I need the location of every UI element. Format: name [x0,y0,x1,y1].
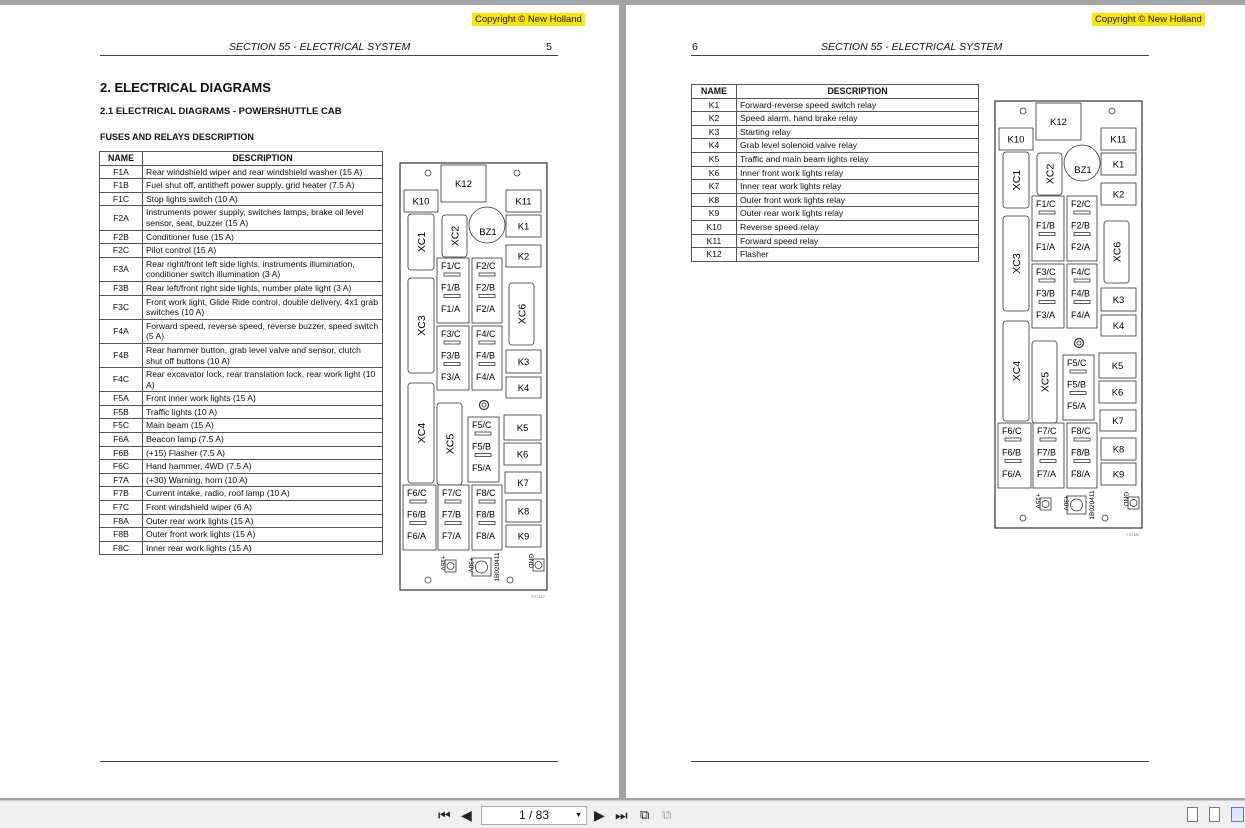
terminal-30v-ring [476,561,488,573]
row-name: F4B [100,343,143,367]
table-row [100,343,383,367]
mounting-hole [514,170,520,176]
relay-label: K6 [1111,387,1124,399]
connector-label: XC3 [1011,253,1023,274]
relay-label: K12 [1050,117,1067,128]
row-name: F1A [100,165,143,179]
terminal-label: +30V [1062,495,1069,511]
fuse-label: F8/A [1071,469,1091,479]
relay-label: K2 [517,251,530,263]
row-description: Rear left/front right side lights, number plate light (3 A) [143,281,383,295]
copyright-label: Copyright © New Holland [1092,13,1205,26]
table-row [100,281,383,295]
fuse-label: F8/C [476,488,496,498]
fuse-slot [1005,460,1021,463]
row-name: K7 [692,180,737,194]
fuse-label: F2/B [476,282,496,293]
table-row [692,207,979,221]
connector-label: XC5 [444,433,457,455]
fuse-label: F3/A [1036,310,1056,320]
row-description: Front work light, Glide Ride control, double delivery, 4x1 grab switches (10 A) [143,295,383,319]
relay-label: K5 [516,423,529,434]
fuse-slot [444,341,460,344]
row-name: K8 [692,193,737,207]
facing-pages-icon[interactable] [1231,807,1244,822]
prev-page-icon[interactable]: ◀ [461,807,472,823]
relay-label: K11 [515,196,532,208]
left-page [0,5,619,798]
board-code: 1B020411 [1089,490,1096,520]
relay-label: K4 [517,383,530,394]
table-row [100,446,383,460]
row-description: Outer rear work lights (15 A) [143,514,383,528]
row-name: K5 [692,152,737,166]
terminal-gnd-ring [535,562,542,569]
table-row [100,179,383,193]
table-row [100,433,383,447]
board-code: 1B020411 [494,552,501,582]
table-row [692,152,979,166]
connector-label: XC3 [416,315,428,336]
row-name: F8B [100,528,143,542]
row-name: F7C [100,501,143,515]
row-name: F2B [100,230,143,244]
table-row [100,192,383,206]
relay-label: K9 [517,531,530,543]
section-header: SECTION 55 - ELECTRICAL SYSTEM [229,41,411,53]
page-display: 1 / 83 [518,808,550,822]
table-row [100,206,383,230]
fuse-box-diagram [994,93,1144,538]
relay-label: K6 [516,449,529,461]
connector-label: XC2 [1044,163,1057,185]
fuse-label: F5/C [472,420,492,430]
row-name: F3C [100,295,143,319]
fuse-label: F5/A [472,463,492,473]
row-name: K3 [692,125,737,139]
col-description: DESCRIPTION [143,152,383,166]
fuse-slot [1070,370,1086,373]
heading-fuses-relays: FUSES AND RELAYS DESCRIPTION [100,132,254,142]
ground-stud-inner [482,403,486,407]
row-name: F5C [100,419,143,433]
fuse-label: F8/B [476,509,496,520]
row-name: F7A [100,473,143,487]
copyright-label: Copyright © New Holland [472,13,585,26]
fuse-label: F6/A [407,531,427,541]
row-name: F4C [100,368,143,392]
connector-label: XC4 [1011,360,1023,382]
fuse-slot [1074,460,1090,463]
row-name: K11 [692,234,737,248]
table-row [100,368,383,392]
connector-label: XC1 [416,231,428,253]
col-description: DESCRIPTION [737,85,979,99]
row-description: Rear windshield wiper and rear windshield washer (15 A) [143,165,383,179]
table-row [100,165,383,179]
fuse-label: F1/B [441,282,461,293]
fuse-label: F5/A [1067,401,1087,411]
terminal-label: +30V [467,557,474,573]
fuse-label: F5/B [1067,379,1087,390]
row-name: K2 [692,112,737,126]
last-page-icon[interactable]: ⏭ [615,807,628,823]
fuse-slot [479,273,495,276]
connector-label: XC6 [516,303,529,325]
right-page [626,5,1245,798]
fuse-label: F5/C [1067,358,1087,368]
first-page-icon[interactable]: ⏮ [438,807,451,823]
terminal-label: +15V [1034,493,1041,509]
mounting-hole [425,577,431,583]
row-name: K4 [692,139,737,153]
buzzer-label: BZ1 [1074,165,1092,176]
terminal-label: +15V [439,555,446,571]
single-page-icon[interactable] [1187,807,1198,822]
row-description: Beacon lamp (7.5 A) [143,433,383,447]
relay-label: K3 [1112,295,1125,306]
col-name: NAME [100,152,143,166]
row-description: Rear hammer button, grab level valve and sensor, clutch shut off buttons (10 A) [143,343,383,367]
table-row [100,295,383,319]
fuse-slot [1039,279,1055,282]
mounting-hole [1020,108,1026,114]
table-row [100,514,383,528]
relay-label: K3 [517,357,530,368]
connector-label: XC6 [1111,241,1124,263]
row-name: F1B [100,179,143,193]
figure-id: F27187 [1126,532,1140,537]
terminal-15v-ring [447,563,454,570]
fuse-label: F3/C [441,329,461,339]
ground-stud-inner [1077,341,1081,345]
connector-label: XC1 [1011,169,1023,191]
fuse-slot [444,363,460,366]
fuse-label: F4/C [476,329,496,339]
table-row [100,319,383,343]
relay-label: K7 [517,478,529,489]
table-row [692,248,979,262]
terminal-30v-ring [1071,499,1083,511]
heading-electrical-diagrams: 2. ELECTRICAL DIAGRAMS [100,80,271,95]
fuse-label: F1/A [1036,242,1056,252]
fuse-label: F3/B [441,350,461,361]
table-row [100,487,383,501]
row-description: Inner rear work lights (15 A) [143,541,383,555]
row-name: F6A [100,433,143,447]
section-header: SECTION 55 - ELECTRICAL SYSTEM [821,41,1003,53]
row-description: Traffic lights (10 A) [143,405,383,419]
row-description: Forward speed, reverse speed, reverse buzzer, speed switch (5 A) [143,319,383,343]
fuse-slot [479,500,495,503]
row-name: F6B [100,446,143,460]
mounting-hole [425,170,431,176]
relay-label: K1 [517,221,530,233]
row-description: Outer front work lights relay [737,193,979,207]
relay-label: K11 [1110,134,1127,146]
page-number: 6 [692,41,698,53]
connector-label: XC2 [449,225,462,247]
fuse-label: F4/C [1071,267,1091,277]
row-name: F8A [100,514,143,528]
table-row [100,257,383,281]
relay-label: K12 [455,179,472,190]
next-page-icon[interactable]: ▶ [594,807,605,823]
fuses-table [99,151,383,555]
mounting-hole [1020,515,1026,521]
table-row [100,392,383,406]
fuse-label: F8/C [1071,426,1091,436]
mounting-hole [1109,108,1115,114]
relay-label: K7 [1112,416,1124,427]
fuse-slot [479,341,495,344]
table-row [692,112,979,126]
copy-icon[interactable]: ⧉ [662,807,672,822]
relay-label: K10 [412,196,430,208]
table-row [692,98,979,112]
fuse-label: F7/B [1037,447,1057,458]
table-row [100,541,383,555]
table-row [100,473,383,487]
fuse-label: F5/B [472,441,492,452]
fuse-slot [1074,211,1090,214]
fuse-label: F8/B [1071,447,1091,458]
row-name: F2C [100,244,143,258]
row-name: K6 [692,166,737,180]
fit-page-icon[interactable]: ⧉ [640,807,650,822]
table-row [100,230,383,244]
row-name: F6C [100,460,143,474]
connector-label: XC5 [1039,371,1052,393]
row-description: Stop lights switch (10 A) [143,192,383,206]
fuse-label: F6/B [1002,447,1022,458]
row-description: Speed alarm, hand brake relay [737,112,979,126]
page-number: 5 [546,41,552,53]
relay-label: K9 [1112,469,1125,481]
fuse-label: F1/C [441,261,461,271]
table-row [100,244,383,258]
figure-id: F27187 [531,594,545,599]
terminal-label: GND [527,553,534,569]
fuse-label: F3/B [1036,288,1056,299]
footer-rule [691,761,1149,762]
relay-label: K10 [1007,134,1025,146]
fuse-slot [475,454,491,457]
fuse-slot [1074,233,1090,236]
header-rule [100,55,558,56]
table-row [100,405,383,419]
row-description: Inner rear work lights relay [737,180,979,194]
row-description: Main beam (15 A) [143,419,383,433]
row-description: Outer front work lights (15 A) [143,528,383,542]
terminal-label: GND [1122,491,1129,507]
fuse-label: F7/B [442,509,462,520]
row-description: Instruments power supply, switches lamps, brake oil level sensor, seat, buzzer (15 A) [143,206,383,230]
fuse-slot [1070,392,1086,395]
relay-label: K8 [1112,444,1125,456]
pdf-toolbar [0,800,1245,828]
row-description: Forward-reverse speed switch relay [737,98,979,112]
fuse-label: F1/C [1036,199,1056,209]
relay-label: K5 [1111,361,1124,372]
relay-label: K2 [1112,189,1125,201]
fuse-slot [479,522,495,525]
page-number-input[interactable] [481,806,587,825]
table-row [692,220,979,234]
table-row [100,460,383,474]
row-description: Traffic and main beam lights relay [737,152,979,166]
row-description: (+30) Warning, horn (10 A) [143,473,383,487]
fuse-label: F2/A [1071,242,1091,252]
terminal-gnd-ring [1130,500,1137,507]
fuse-slot [410,500,426,503]
fuse-label: F2/A [476,304,496,314]
table-row [692,125,979,139]
fuse-slot [1039,211,1055,214]
header-rule [691,55,1149,56]
row-name: F1C [100,192,143,206]
table-row [100,419,383,433]
relays-table [691,84,979,262]
fuse-slot [1074,279,1090,282]
fuse-label: F8/A [476,531,496,541]
footer-rule [100,761,558,762]
fuse-label: F4/B [1071,288,1091,299]
fuse-label: F6/C [1002,426,1022,436]
row-name: F4A [100,319,143,343]
fuse-label: F6/B [407,509,427,520]
row-name: K12 [692,248,737,262]
row-description: Starting relay [737,125,979,139]
fuse-slot [1039,233,1055,236]
fuse-label: F4/A [476,372,496,382]
fuse-label: F3/C [1036,267,1056,277]
fuse-slot [1040,438,1056,441]
row-description: Current intake, radio, roof lamp (10 A) [143,487,383,501]
row-description: Outer rear work lights relay [737,207,979,221]
row-description: Rear right/front left side lights, instruments illumination, conditioner switch illumination (3 A) [143,257,383,281]
row-name: F3A [100,257,143,281]
fuse-label: F7/A [1037,469,1057,479]
row-name: F3B [100,281,143,295]
fuse-label: F2/C [476,261,496,271]
fuse-slot [475,432,491,435]
row-description: (+15) Flasher (7.5 A) [143,446,383,460]
fuse-box-diagram [399,155,549,600]
fuse-slot [1040,460,1056,463]
fuse-label: F1/B [1036,220,1056,231]
fuse-slot [479,295,495,298]
fuse-slot [479,363,495,366]
table-row [692,180,979,194]
fuse-label: F2/C [1071,199,1091,209]
row-description: Inner front work lights relay [737,166,979,180]
chevron-down-icon[interactable]: ▼ [575,812,582,819]
row-description: Rear excavator lock, rear translation lock, rear work light (10 A) [143,368,383,392]
row-name: F5A [100,392,143,406]
buzzer-label: BZ1 [479,227,497,238]
fuse-label: F6/C [407,488,427,498]
row-description: Reverse speed relay [737,220,979,234]
fuse-label: F4/B [476,350,496,361]
fuse-label: F1/A [441,304,461,314]
row-description: Front inner work lights (15 A) [143,392,383,406]
continuous-icon[interactable] [1209,807,1220,822]
row-name: F8C [100,541,143,555]
fuse-slot [1074,301,1090,304]
row-name: F5B [100,405,143,419]
table-row [100,528,383,542]
row-name: K9 [692,207,737,221]
fuse-slot [445,522,461,525]
table-row [692,234,979,248]
fuse-label: F2/B [1071,220,1091,231]
heading-powershuttle-cab: 2.1 ELECTRICAL DIAGRAMS - POWERSHUTTLE CAB [100,106,342,117]
fuse-label: F7/C [442,488,462,498]
fuse-slot [445,500,461,503]
row-description: Front windshield wiper (6 A) [143,501,383,515]
connector-label: XC4 [416,422,428,444]
table-row [100,501,383,515]
relay-label: K4 [1112,321,1125,332]
col-name: NAME [692,85,737,99]
terminal-15v-ring [1042,501,1049,508]
row-description: Grab level solenoid valve relay [737,139,979,153]
fuse-slot [1039,301,1055,304]
fuse-label: F3/A [441,372,461,382]
mounting-hole [1102,515,1108,521]
relay-label: K8 [517,506,530,518]
row-name: K10 [692,220,737,234]
row-description: Fuel shut off, antitheft power supply, grid heater (7.5 A) [143,179,383,193]
fuse-label: F6/A [1002,469,1022,479]
table-row [692,193,979,207]
row-description: Hand hammer, 4WD (7.5 A) [143,460,383,474]
table-row [692,166,979,180]
fuse-slot [444,273,460,276]
row-name: F2A [100,206,143,230]
fuse-label: F4/A [1071,310,1091,320]
fuse-slot [1074,438,1090,441]
relay-label: K1 [1112,159,1125,171]
fuse-slot [444,295,460,298]
fuse-label: F7/A [442,531,462,541]
row-name: K1 [692,98,737,112]
row-name: F7B [100,487,143,501]
row-description: Forward speed relay [737,234,979,248]
row-description: Conditioner fuse (15 A) [143,230,383,244]
row-description: Flasher [737,248,979,262]
mounting-hole [507,577,513,583]
fuse-slot [1005,438,1021,441]
row-description: Pilot control (15 A) [143,244,383,258]
table-row [692,139,979,153]
fuse-label: F7/C [1037,426,1057,436]
fuse-slot [410,522,426,525]
